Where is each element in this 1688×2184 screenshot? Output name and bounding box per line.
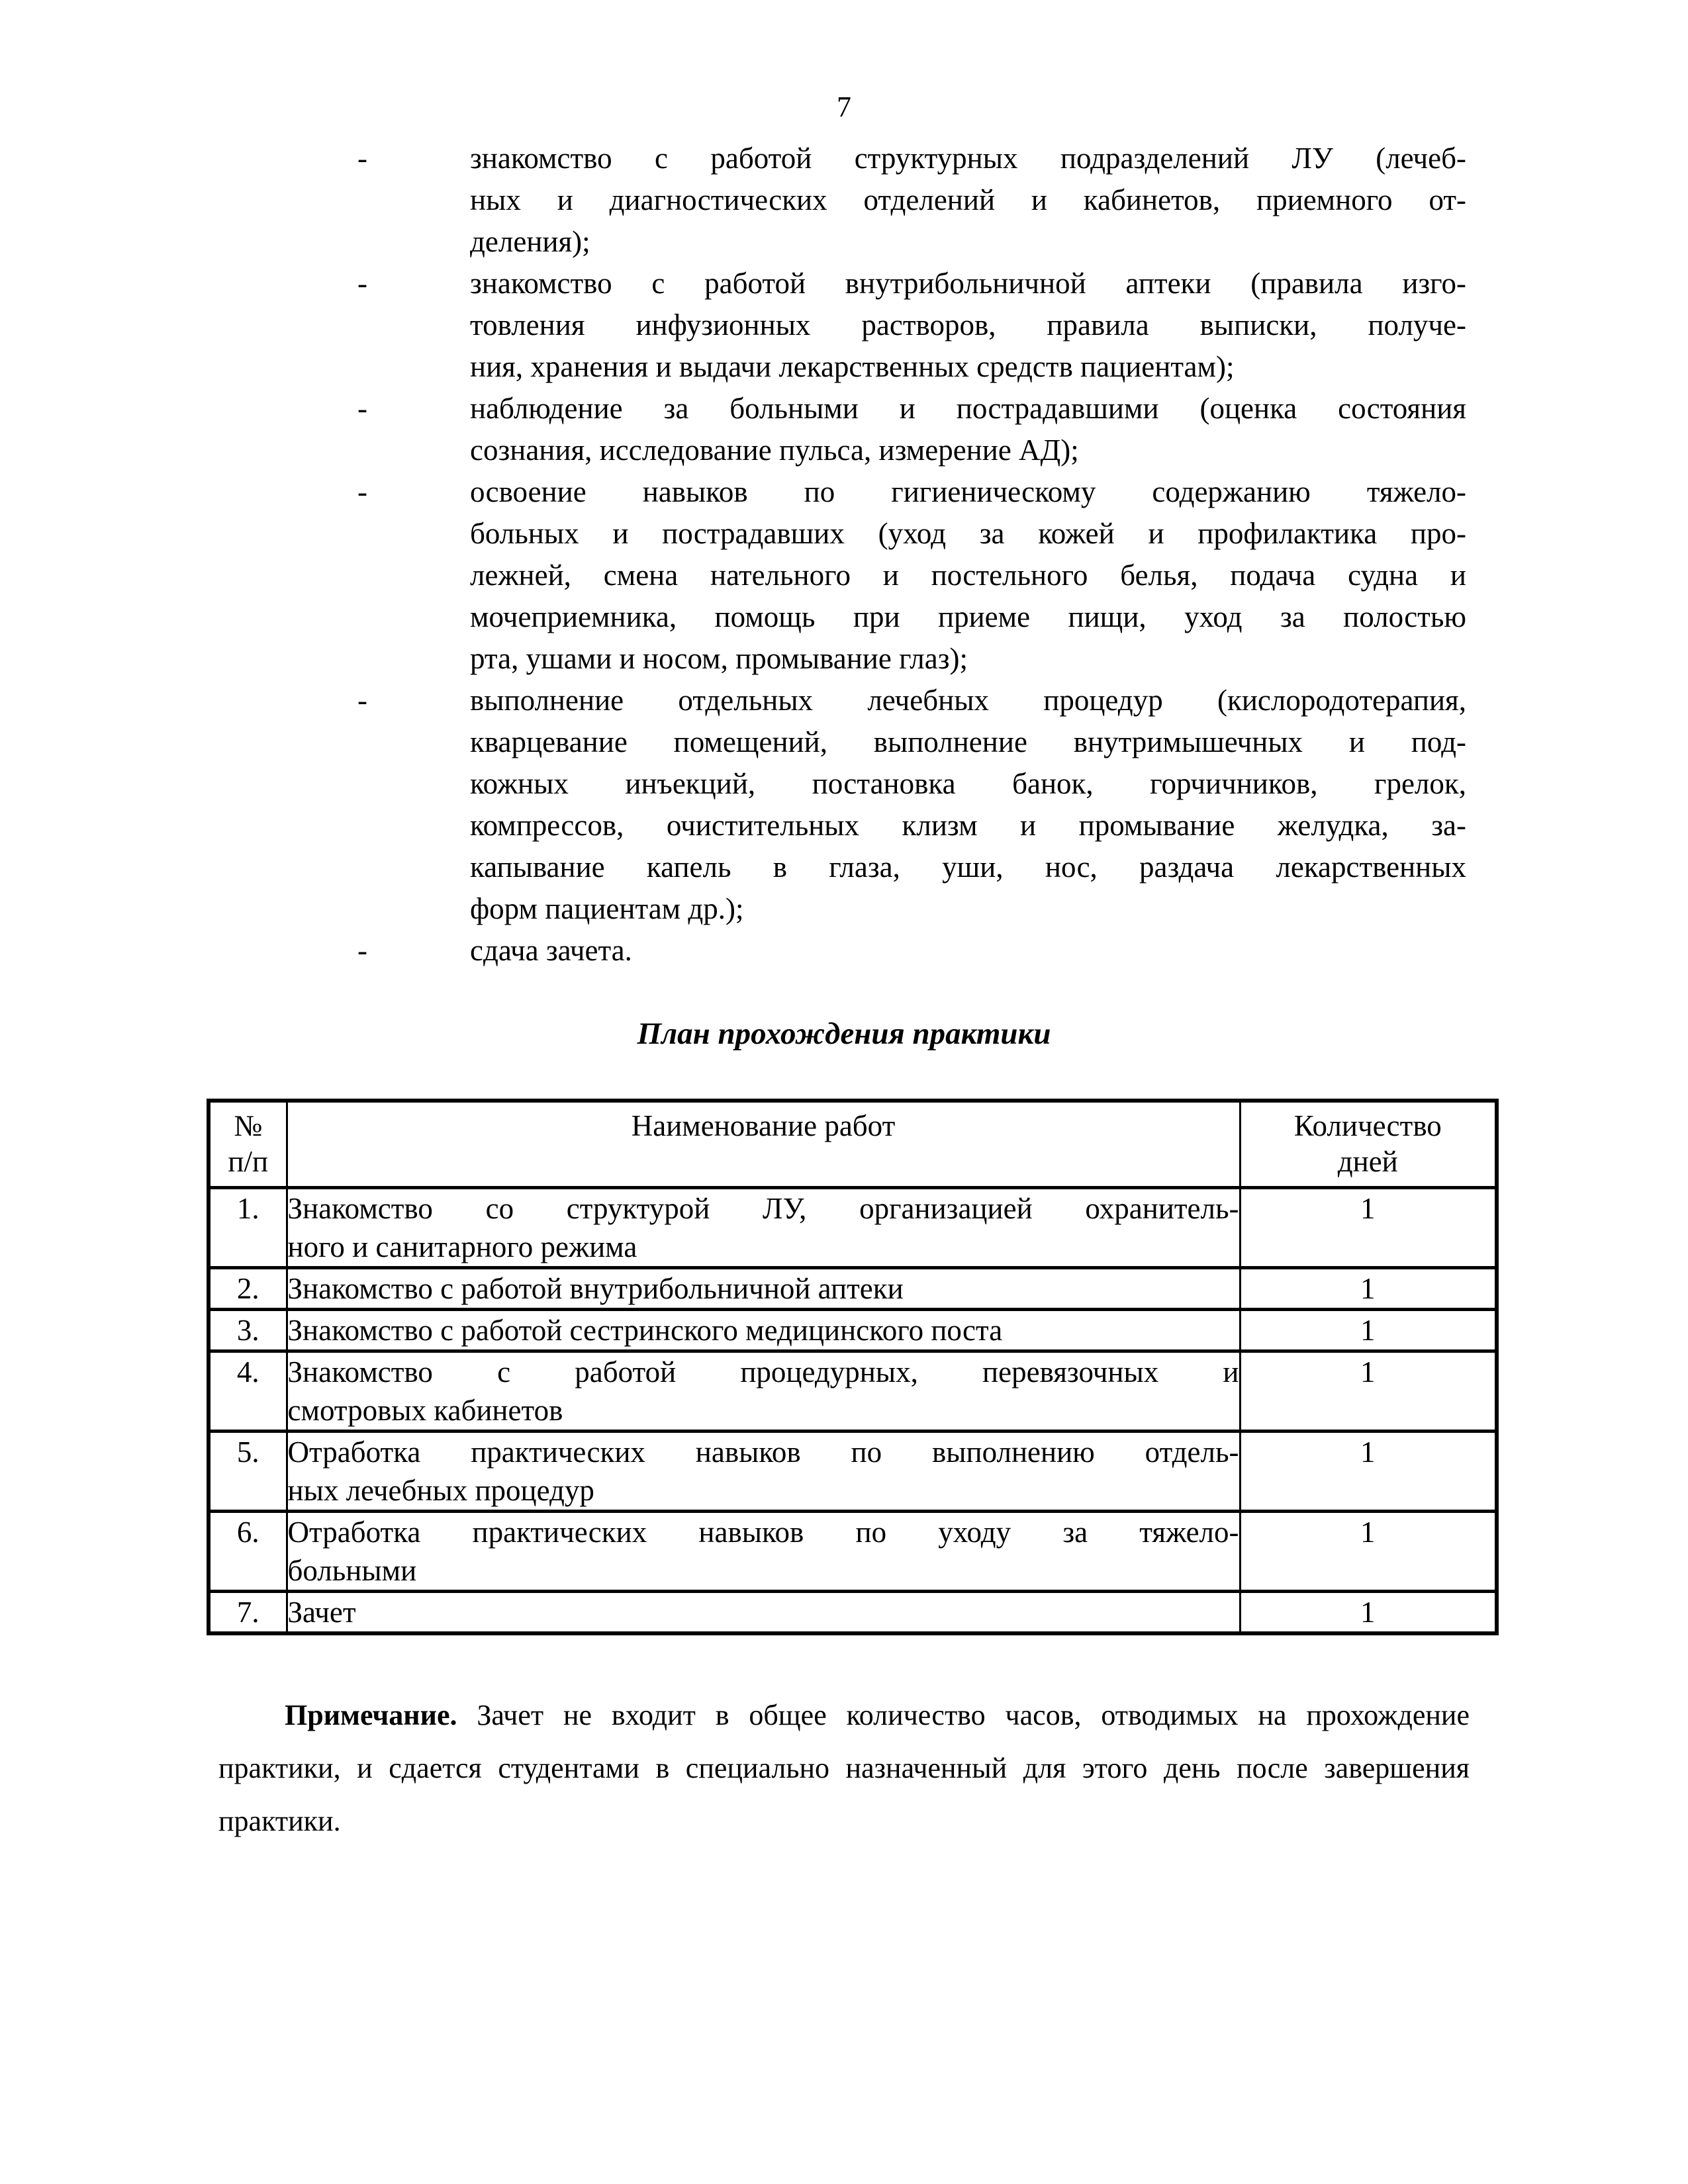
- table-row: [209, 1351, 1497, 1432]
- bullet-line: освоение навыков по гигиеническому содержанию тяжело-: [470, 475, 1466, 508]
- bullet-dash-marker: -: [357, 684, 367, 717]
- page-number: 7: [837, 91, 851, 123]
- bullet-item: [357, 471, 1466, 680]
- bullet-line: больных и пострадавших (уход за кожей и профилактика про-: [470, 517, 1466, 550]
- header-cell-days: [1240, 1101, 1497, 1188]
- note-line-1: [218, 1689, 1470, 1742]
- row-number-cell: 7.: [209, 1592, 287, 1634]
- work-name-line: Знакомство с работой внутрибольничной аптеки: [287, 1272, 904, 1305]
- note-line-1-text: Зачет не входит в общее количество часов, отводимых на прохождение: [477, 1699, 1470, 1731]
- bullet-item: [357, 263, 1466, 388]
- bullet-dash-marker: -: [357, 267, 367, 300]
- bullet-dash-marker: -: [357, 475, 367, 508]
- work-name-line: смотровых кабинетов: [287, 1394, 563, 1427]
- bullet-line: знакомство с работой структурных подразделений ЛУ (лечеб-: [470, 142, 1466, 175]
- bullet-dash-marker: -: [357, 392, 367, 425]
- row-number-cell: 6.: [209, 1512, 287, 1592]
- note-line-3: практики.: [218, 1805, 341, 1837]
- bullet-dash-marker: -: [357, 934, 367, 967]
- bullet-item: [357, 388, 1466, 471]
- bullet-line: ных и диагностических отделений и кабинетов, приемного от-: [470, 183, 1466, 216]
- work-name-line: больными: [287, 1554, 417, 1587]
- bullet-line: ния, хранения и выдачи лекарственных средств пациентам);: [470, 350, 1235, 383]
- bullet-line: компрессов, очистительных клизм и промывание желудка, за-: [470, 809, 1466, 842]
- practice-plan-table: [207, 1099, 1499, 1635]
- row-number-cell: 2.: [209, 1268, 287, 1310]
- table-row: [209, 1512, 1497, 1592]
- table-row: [209, 1310, 1497, 1351]
- work-name-cell: [287, 1351, 1240, 1432]
- work-name-cell: [287, 1592, 1240, 1634]
- bullet-line: знакомство с работой внутрибольничной аптеки (правила изго-: [470, 267, 1466, 300]
- section-title: План прохождения практики: [637, 1017, 1051, 1051]
- bullet-line: сознания, исследование пульса, измерение АД);: [470, 433, 1079, 467]
- work-name-line: Отработка практических навыков по выполнению отдель-: [287, 1435, 1239, 1469]
- header-num-line-2: п/п: [228, 1145, 269, 1178]
- bullet-line: форм пациентам др.);: [470, 892, 744, 925]
- header-days-line-2: дней: [1337, 1145, 1398, 1178]
- bullet-line: мочеприемника, помощь при приеме пищи, уход за полостью: [470, 600, 1466, 633]
- note-paragraph: [218, 1689, 1470, 1848]
- table-header: [209, 1101, 1497, 1188]
- work-name-line: ных лечебных процедур: [287, 1474, 594, 1507]
- bullet-dash-marker: -: [357, 142, 367, 175]
- days-cell: 1: [1240, 1188, 1497, 1268]
- work-name-cell: [287, 1512, 1240, 1592]
- work-name-cell: [287, 1268, 1240, 1310]
- header-name-label: Наименование работ: [631, 1109, 896, 1142]
- days-cell: 1: [1240, 1351, 1497, 1432]
- row-number-cell: 4.: [209, 1351, 287, 1432]
- work-name-line: Знакомство с работой сестринского медицинского поста: [287, 1314, 1003, 1347]
- header-cell-name: [287, 1101, 1240, 1188]
- work-name-cell: [287, 1310, 1240, 1351]
- work-name-line: Отработка практических навыков по уходу за тяжело-: [287, 1516, 1239, 1549]
- days-cell: 1: [1240, 1512, 1497, 1592]
- bullet-line: кожных инъекций, постановка банок, горчичников, грелок,: [470, 767, 1466, 800]
- note-label: Примечание.: [285, 1699, 457, 1731]
- work-name-line: Зачет: [287, 1596, 356, 1629]
- note-line-2: практики, и сдается студентами в специально назначенный для этого день после завершения: [218, 1752, 1470, 1784]
- bullet-line: лежней, смена нательного и постельного белья, подача судна и: [470, 559, 1466, 592]
- row-number-cell: 5.: [209, 1432, 287, 1512]
- bullet-line: наблюдение за больными и пострадавшими (оценка состояния: [470, 392, 1466, 425]
- bullet-line: товления инфузионных растворов, правила выписки, получе-: [470, 308, 1466, 341]
- row-number-cell: 1.: [209, 1188, 287, 1268]
- bullet-list: [357, 138, 1466, 972]
- header-cell-num: [209, 1101, 287, 1188]
- bullet-line: капывание капель в глаза, уши, нос, раздача лекарственных: [470, 850, 1466, 884]
- work-name-cell: [287, 1432, 1240, 1512]
- bullet-line: сдача зачета.: [470, 934, 632, 967]
- work-name-line: ного и санитарного режима: [287, 1230, 637, 1263]
- days-cell: 1: [1240, 1432, 1497, 1512]
- table-header-row: [209, 1101, 1497, 1188]
- bullet-line: кварцевание помещений, выполнение внутримышечных и под-: [470, 725, 1466, 758]
- table-row: [209, 1268, 1497, 1310]
- bullet-item: [357, 930, 1466, 972]
- work-name-line: Знакомство со структурой ЛУ, организацией охранитель-: [287, 1192, 1239, 1225]
- bullet-item: [357, 680, 1466, 930]
- table-row: [209, 1432, 1497, 1512]
- work-name-cell: [287, 1188, 1240, 1268]
- days-cell: 1: [1240, 1310, 1497, 1351]
- days-cell: 1: [1240, 1592, 1497, 1634]
- table-row: [209, 1592, 1497, 1634]
- table-row: [209, 1188, 1497, 1268]
- work-name-line: Знакомство с работой процедурных, перевязочных и: [287, 1355, 1239, 1388]
- row-number-cell: 3.: [209, 1310, 287, 1351]
- header-num-line-1: №: [234, 1109, 263, 1142]
- plan-table-body: [209, 1188, 1497, 1634]
- days-cell: 1: [1240, 1268, 1497, 1310]
- bullet-item: [357, 138, 1466, 263]
- bullet-line: выполнение отдельных лечебных процедур (кислородотерапия,: [470, 684, 1466, 717]
- header-days-line-1: Количество: [1293, 1109, 1442, 1142]
- bullet-line: рта, ушами и носом, промывание глаз);: [470, 642, 968, 675]
- bullet-line: деления);: [470, 225, 590, 258]
